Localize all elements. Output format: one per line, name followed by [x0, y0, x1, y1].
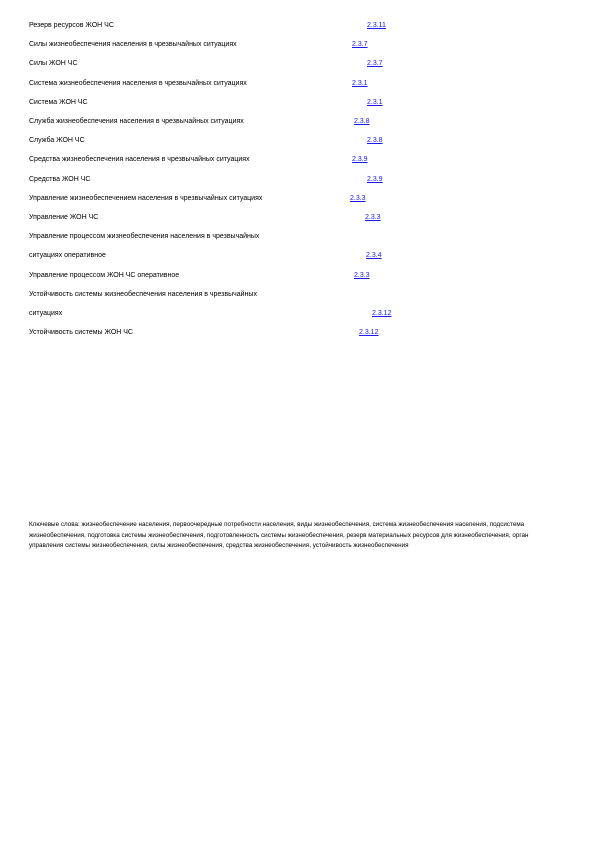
- index-ref-link[interactable]: 2.3.12: [372, 310, 392, 318]
- index-term-line1: Устойчивость системы жизнеобеспечения населения в чрезвычайных: [29, 290, 257, 298]
- index-ref-link[interactable]: 2.3.11: [367, 22, 386, 29]
- index-entry: [29, 189, 589, 208]
- index-term: Средства ЖОН ЧС: [29, 175, 91, 183]
- index-term-line2: ситуациях: [29, 310, 63, 318]
- alphabetical-index: [29, 16, 589, 342]
- index-entry: [29, 35, 589, 54]
- index-term: Силы жизнеобеспечения населения в чрезвычайных ситуациях: [29, 41, 237, 49]
- index-entry: [29, 93, 589, 112]
- index-term: Служба ЖОН ЧС: [29, 137, 85, 145]
- index-ref-link[interactable]: 2.3.8: [367, 137, 383, 145]
- index-entry: [29, 266, 589, 285]
- index-term: Управление ЖОН ЧС: [29, 214, 99, 222]
- index-entry: [29, 150, 589, 169]
- index-term: Резерв ресурсов ЖОН ЧС: [29, 22, 114, 29]
- keywords-paragraph: Ключевые слова: жизнеобеспечение населения, первоочередные потребности населения, виды жизнеобеспечения, система жизнеобеспечения населения, подсистема жизнеобеспечения, подготовка системы жизнеобеспечения, подготовленность системы жизнеобеспечения, резерв материальных ресурсов для жизнеобеспечения, орган управления системы жизнеобеспечения, силы жизнеобеспечения, средства жизнеобеспечения, устойчивость жизнеобеспечения: [29, 521, 529, 550]
- index-entry: [29, 74, 589, 93]
- index-term: Управление жизнеобеспечением населения в чрезвычайных ситуациях: [29, 194, 263, 202]
- index-ref-link[interactable]: 2.3.9: [367, 175, 383, 183]
- index-term: Устойчивость системы ЖОН ЧС: [29, 329, 133, 337]
- index-term: Управление процессом ЖОН ЧС оперативное: [29, 271, 180, 279]
- index-entry: [29, 227, 589, 265]
- index-entry: [29, 16, 589, 35]
- index-ref-link[interactable]: 2.3.1: [367, 98, 383, 106]
- index-entry: [29, 54, 589, 73]
- index-entry: [29, 170, 589, 189]
- index-term: Система ЖОН ЧС: [29, 98, 88, 106]
- index-entry: [29, 285, 589, 323]
- index-entry: [29, 208, 589, 227]
- index-entry: [29, 112, 589, 131]
- index-ref-link[interactable]: 2.3.3: [354, 271, 370, 279]
- index-ref-link[interactable]: 2.3.3: [350, 194, 366, 202]
- index-ref-link[interactable]: 2.3.7: [352, 41, 368, 49]
- index-term: Силы ЖОН ЧС: [29, 60, 78, 68]
- index-term-line1: Управление процессом жизнеобеспечения населения в чрезвычайных: [29, 233, 260, 241]
- index-ref-link[interactable]: 2.3.8: [354, 118, 370, 126]
- index-ref-link[interactable]: 2.3.7: [367, 60, 383, 68]
- index-term: Система жизнеобеспечения населения в чрезвычайных ситуациях: [29, 79, 247, 87]
- index-ref-link[interactable]: 2.3.9: [352, 156, 368, 164]
- index-ref-link[interactable]: 2.3.12: [359, 329, 379, 337]
- index-term: Средства жизнеобеспечения населения в чрезвычайных ситуациях: [29, 156, 250, 164]
- index-term: Служба жизнеобеспечения населения в чрезвычайных ситуациях: [29, 118, 244, 126]
- index-ref-link[interactable]: 2.3.4: [366, 252, 382, 260]
- index-ref-link[interactable]: 2.3.1: [352, 79, 368, 87]
- index-entry: [29, 323, 589, 342]
- index-entry: [29, 131, 589, 150]
- index-ref-link[interactable]: 2.3.3: [365, 214, 381, 222]
- index-term-line2: ситуациях оперативное: [29, 252, 106, 260]
